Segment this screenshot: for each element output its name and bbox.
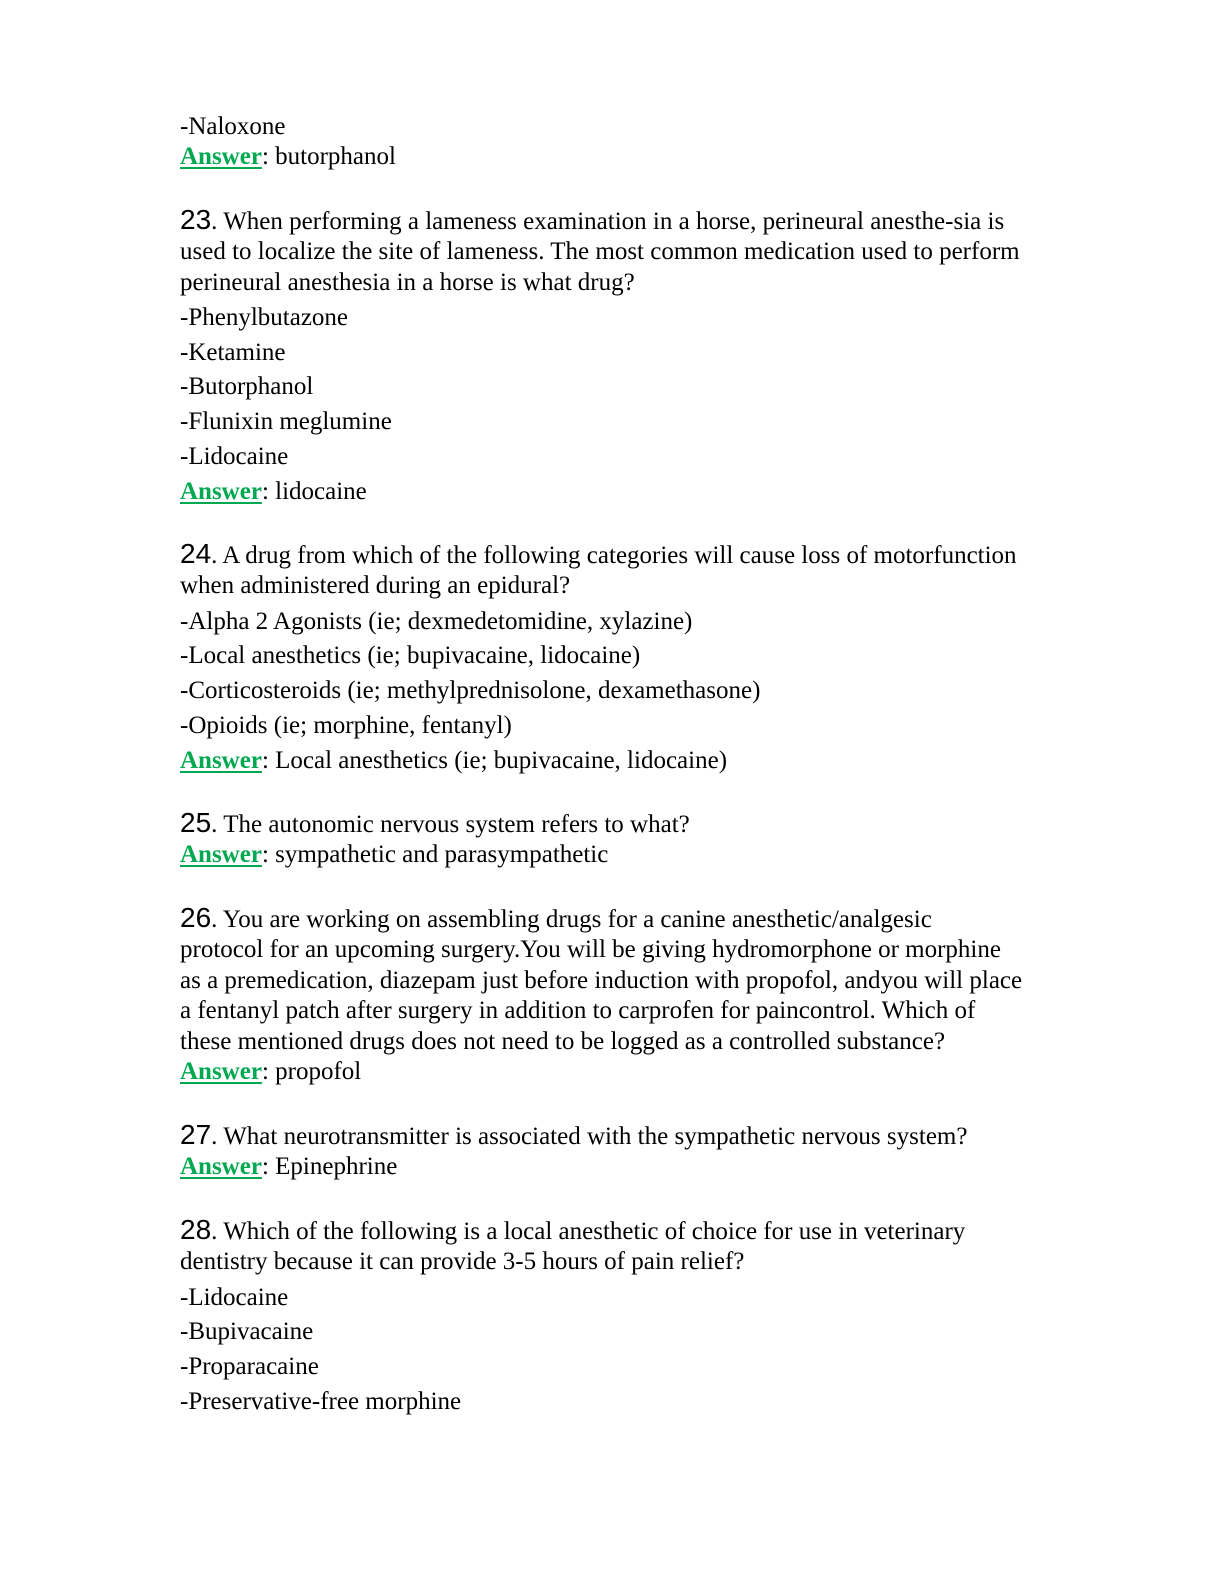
- question-line: perineural anesthesia in a horse is what drug?: [180, 268, 635, 296]
- answer-line: [180, 1152, 1130, 1183]
- question-number: 23: [180, 203, 212, 235]
- question-line: [180, 808, 1130, 841]
- option: -Butorphanol: [180, 373, 314, 401]
- option: -Bupivacaine: [180, 1318, 314, 1346]
- question-text: . Which of the following is a local anesthetic of choice for use in veterinary: [211, 1217, 966, 1245]
- question-line: these mentioned drugs does not need to be logged as a controlled substance?: [180, 1027, 946, 1055]
- question-line: used to localize the site of lameness. The most common medication used to perform: [180, 238, 1020, 265]
- option: -Lidocaine: [180, 442, 289, 470]
- question-number: 28: [180, 1213, 212, 1245]
- question-line: protocol for an upcoming surgery.You will be giving hydromorphone or morphine: [180, 936, 1001, 964]
- question-line: [180, 539, 1130, 572]
- document-page: [180, 112, 1130, 1417]
- question-text: . The autonomic nervous system refers to what?: [211, 810, 690, 838]
- option: -Naloxone: [180, 113, 286, 140]
- question-text: . When performing a lameness examination in a horse, perineural anesthe-sia is: [211, 207, 1005, 235]
- option: -Opioids (ie; morphine, fentanyl): [180, 711, 512, 739]
- answer-text: : butorphanol: [261, 143, 396, 170]
- answer-label: Answer: [180, 1058, 262, 1086]
- question-23: [180, 205, 1130, 507]
- question-22-tail: [180, 112, 1130, 173]
- answer-line: [180, 142, 1130, 173]
- answer-label: Answer: [180, 841, 262, 869]
- option: -Proparacaine: [180, 1353, 319, 1381]
- question-text: . You are working on assembling drugs for a canine anesthetic/analgesic: [211, 905, 932, 933]
- question-text: . What neurotransmitter is associated with the sympathetic nervous system?: [211, 1122, 968, 1150]
- question-number: 25: [180, 806, 212, 838]
- question-number: 24: [180, 537, 212, 569]
- question-26: [180, 903, 1130, 1088]
- question-line: [180, 903, 1130, 936]
- answer-label: Answer: [180, 143, 262, 170]
- answer-line: [180, 477, 1130, 507]
- question-24: [180, 539, 1130, 776]
- question-line: as a premedication, diazepam just before induction with propofol, andyou will place: [180, 966, 1023, 994]
- question-line: when administered during an epidural?: [180, 572, 571, 600]
- answer-text: : lidocaine: [261, 477, 367, 505]
- answer-text: : Local anesthetics (ie; bupivacaine, lidocaine): [261, 746, 728, 774]
- question-25: [180, 808, 1130, 871]
- question-28: [180, 1215, 1130, 1417]
- answer-label: Answer: [180, 477, 262, 505]
- option: -Alpha 2 Agonists (ie; dexmedetomidine, xylazine): [180, 607, 693, 635]
- answer-text: : propofol: [261, 1058, 362, 1086]
- answer-label: Answer: [180, 1153, 262, 1181]
- option: -Phenylbutazone: [180, 303, 349, 331]
- option: -Ketamine: [180, 338, 286, 366]
- question-line: [180, 205, 1130, 238]
- answer-text: : sympathetic and parasympathetic: [261, 841, 609, 869]
- question-line: dentistry because it can provide 3-5 hours of pain relief?: [180, 1248, 745, 1276]
- question-number: 26: [180, 901, 212, 933]
- answer-line: [180, 840, 1130, 871]
- answer-line: [180, 746, 1130, 776]
- question-27: [180, 1120, 1130, 1183]
- option: -Corticosteroids (ie; methylprednisolone, dexamethasone): [180, 677, 761, 705]
- answer-text: : Epinephrine: [261, 1153, 398, 1181]
- option: -Preservative-free morphine: [180, 1387, 462, 1415]
- question-line: [180, 1120, 1130, 1153]
- option: -Local anesthetics (ie; bupivacaine, lidocaine): [180, 642, 641, 670]
- question-line: [180, 1215, 1130, 1248]
- question-text: . A drug from which of the following categories will cause loss of motorfunction: [211, 541, 1017, 569]
- answer-label: Answer: [180, 746, 262, 774]
- question-number: 27: [180, 1118, 212, 1150]
- option: -Lidocaine: [180, 1283, 289, 1311]
- option: -Flunixin meglumine: [180, 408, 392, 436]
- question-line: a fentanyl patch after surgery in addition to carprofen for paincontrol. Which of: [180, 997, 976, 1025]
- answer-line: [180, 1057, 1130, 1088]
